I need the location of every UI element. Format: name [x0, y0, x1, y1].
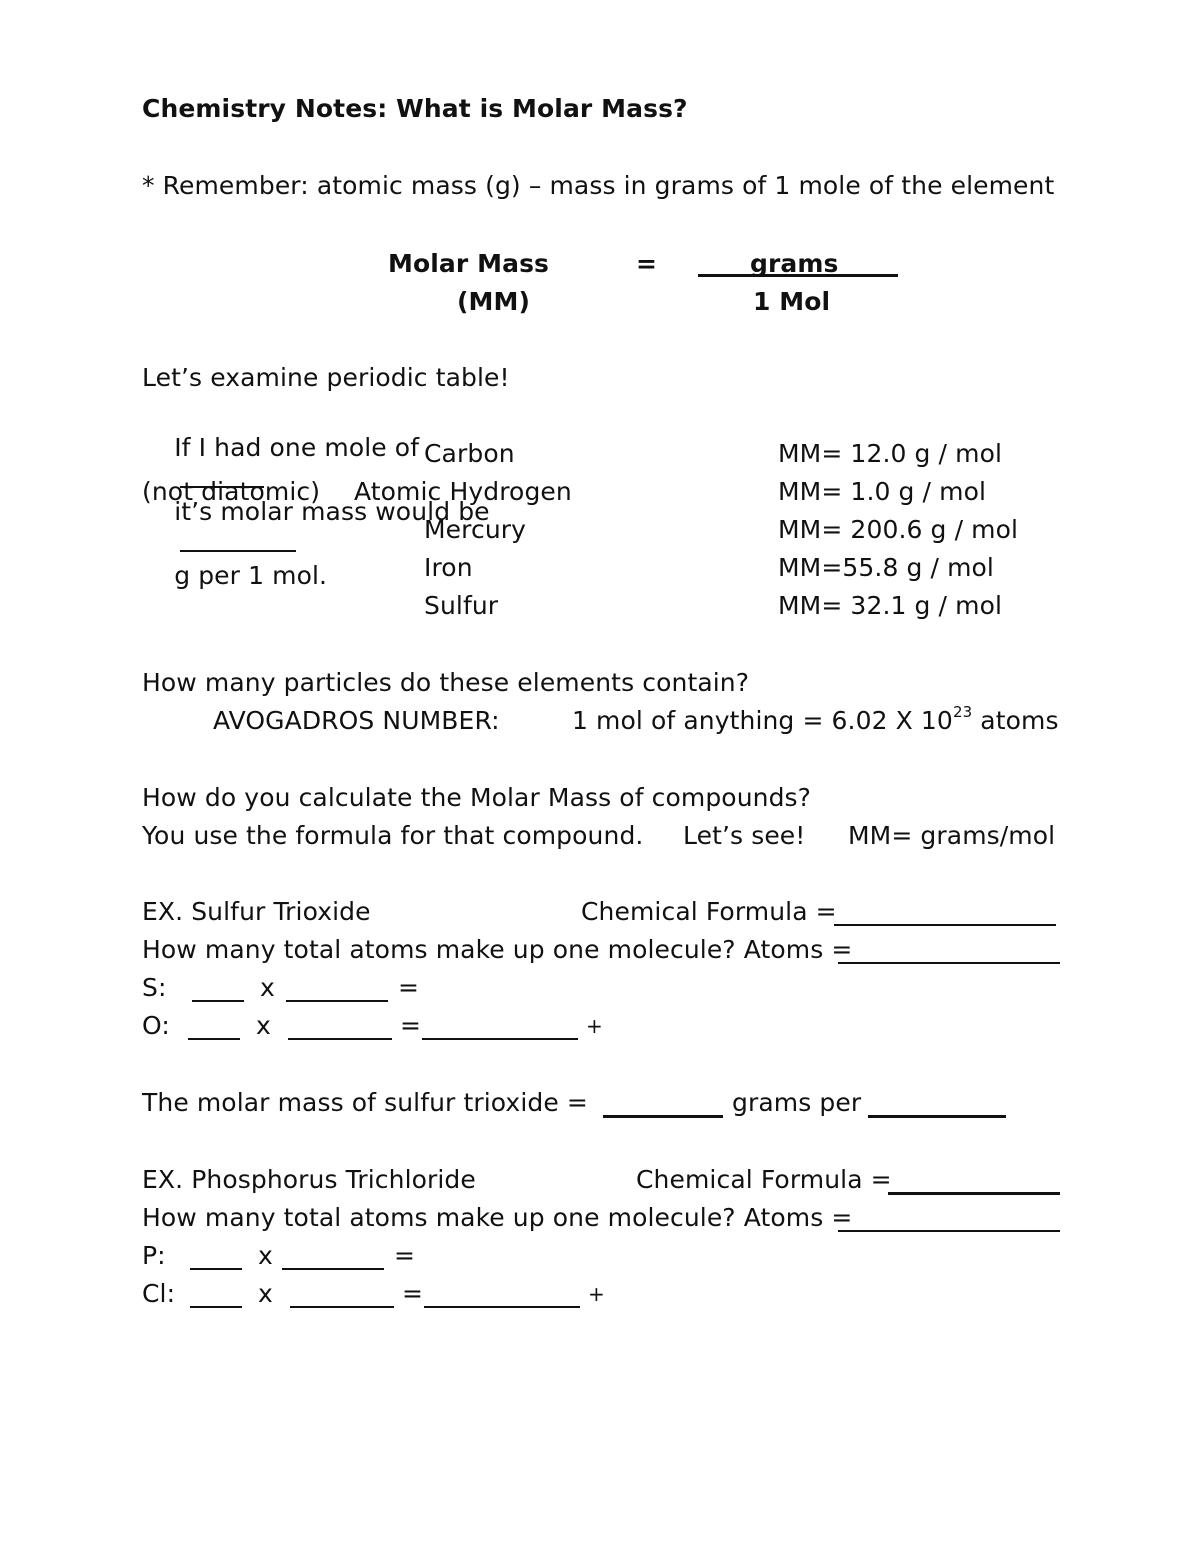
example2-row2-count-blank[interactable] [190, 1284, 242, 1308]
times-sign: x [258, 1279, 273, 1308]
example1-total-grams-blank[interactable] [603, 1093, 723, 1118]
avogadro-exponent: 23 [952, 703, 973, 721]
avogadro-question: How many particles do these elements contain? [142, 668, 750, 697]
equals-sign: = [402, 1279, 424, 1308]
example1-row2-count-blank[interactable] [188, 1016, 240, 1040]
times-sign: x [260, 973, 275, 1002]
example2-row2-result-blank[interactable] [424, 1284, 580, 1308]
element-mm: MM= 12.0 g / mol [778, 439, 1003, 468]
equals-sign: = [400, 1011, 422, 1040]
element-name: Mercury [424, 515, 527, 544]
equals-sign: = [394, 1241, 416, 1270]
example2-row1-mass-blank[interactable] [282, 1246, 384, 1270]
prompt-part-b: it’s molar mass would be [174, 497, 490, 526]
example2-name: EX. Phosphorus Trichloride [142, 1165, 476, 1194]
example2-formula-label: Chemical Formula = [636, 1165, 892, 1194]
formula-abbr: (MM) [457, 287, 531, 316]
not-diatomic-note: (not diatomic) [142, 477, 321, 506]
example1-formula-blank[interactable] [834, 902, 1056, 926]
example2-atoms-blank[interactable] [838, 1208, 1060, 1232]
periodic-intro: Let’s examine periodic table! [142, 363, 510, 392]
example1-atoms-blank[interactable] [838, 940, 1060, 964]
example2-row2-mass-blank[interactable] [290, 1284, 394, 1308]
plus-sign: + [588, 1282, 605, 1306]
example1-total-b: grams per [732, 1088, 862, 1117]
plus-sign: + [586, 1014, 603, 1038]
example1-formula-label: Chemical Formula = [581, 897, 837, 926]
avogadro-label: AVOGADROS NUMBER: [213, 706, 500, 735]
element-name: Atomic Hydrogen [354, 477, 572, 506]
mm-definition: MM= grams/mol [848, 821, 1056, 850]
formula-denominator: 1 Mol [753, 287, 831, 316]
times-sign: x [258, 1241, 273, 1270]
example2-formula-blank[interactable] [888, 1170, 1060, 1195]
example1-row2-label: O: [142, 1011, 170, 1040]
compounds-answer: You use the formula for that compound. [142, 821, 644, 850]
element-name: Iron [424, 553, 473, 582]
formula-label: Molar Mass [388, 249, 550, 278]
avogadro-statement [572, 705, 1059, 737]
formula-equals: = [636, 249, 658, 278]
formula-numerator: grams [750, 249, 839, 278]
example1-row1-mass-blank[interactable] [286, 978, 388, 1002]
avogadro-value: 1 mol of anything = 6.02 X 10 [572, 706, 953, 735]
example1-total-per-blank[interactable] [868, 1093, 1006, 1118]
example1-row1-count-blank[interactable] [192, 978, 244, 1002]
element-mm: MM= 32.1 g / mol [778, 591, 1003, 620]
example2-row1-count-blank[interactable] [190, 1246, 242, 1270]
compounds-question: How do you calculate the Molar Mass of compounds? [142, 783, 812, 812]
times-sign: x [256, 1011, 271, 1040]
lets-see: Let’s see! [683, 821, 806, 850]
example1-name: EX. Sulfur Trioxide [142, 897, 371, 926]
example1-total-a: The molar mass of sulfur trioxide = [142, 1088, 588, 1117]
avogadro-unit: atoms [980, 706, 1059, 735]
element-name: Carbon [424, 439, 515, 468]
element-mm: MM= 200.6 g / mol [778, 515, 1019, 544]
prompt-part-c: g per 1 mol. [174, 561, 328, 590]
element-mm: MM= 1.0 g / mol [778, 477, 987, 506]
element-mm: MM=55.8 g / mol [778, 553, 994, 582]
page-title: Chemistry Notes: What is Molar Mass? [142, 94, 688, 123]
example2-row1-label: P: [142, 1241, 166, 1270]
example1-row1-label: S: [142, 973, 167, 1002]
fraction-bar [698, 274, 898, 277]
remember-note: * Remember: atomic mass (g) – mass in grams of 1 mole of the element [142, 171, 1055, 200]
example2-row2-label: Cl: [142, 1279, 176, 1308]
equals-sign: = [398, 973, 420, 1002]
example1-row2-result-blank[interactable] [422, 1016, 578, 1040]
example1-atoms-question: How many total atoms make up one molecule? Atoms = [142, 935, 853, 964]
element-name: Sulfur [424, 591, 499, 620]
example1-row2-mass-blank[interactable] [288, 1016, 392, 1040]
prompt-part-a: If I had one mole of [174, 433, 420, 462]
example2-atoms-question: How many total atoms make up one molecule? Atoms = [142, 1203, 853, 1232]
molar-mass-blank[interactable] [180, 528, 296, 552]
